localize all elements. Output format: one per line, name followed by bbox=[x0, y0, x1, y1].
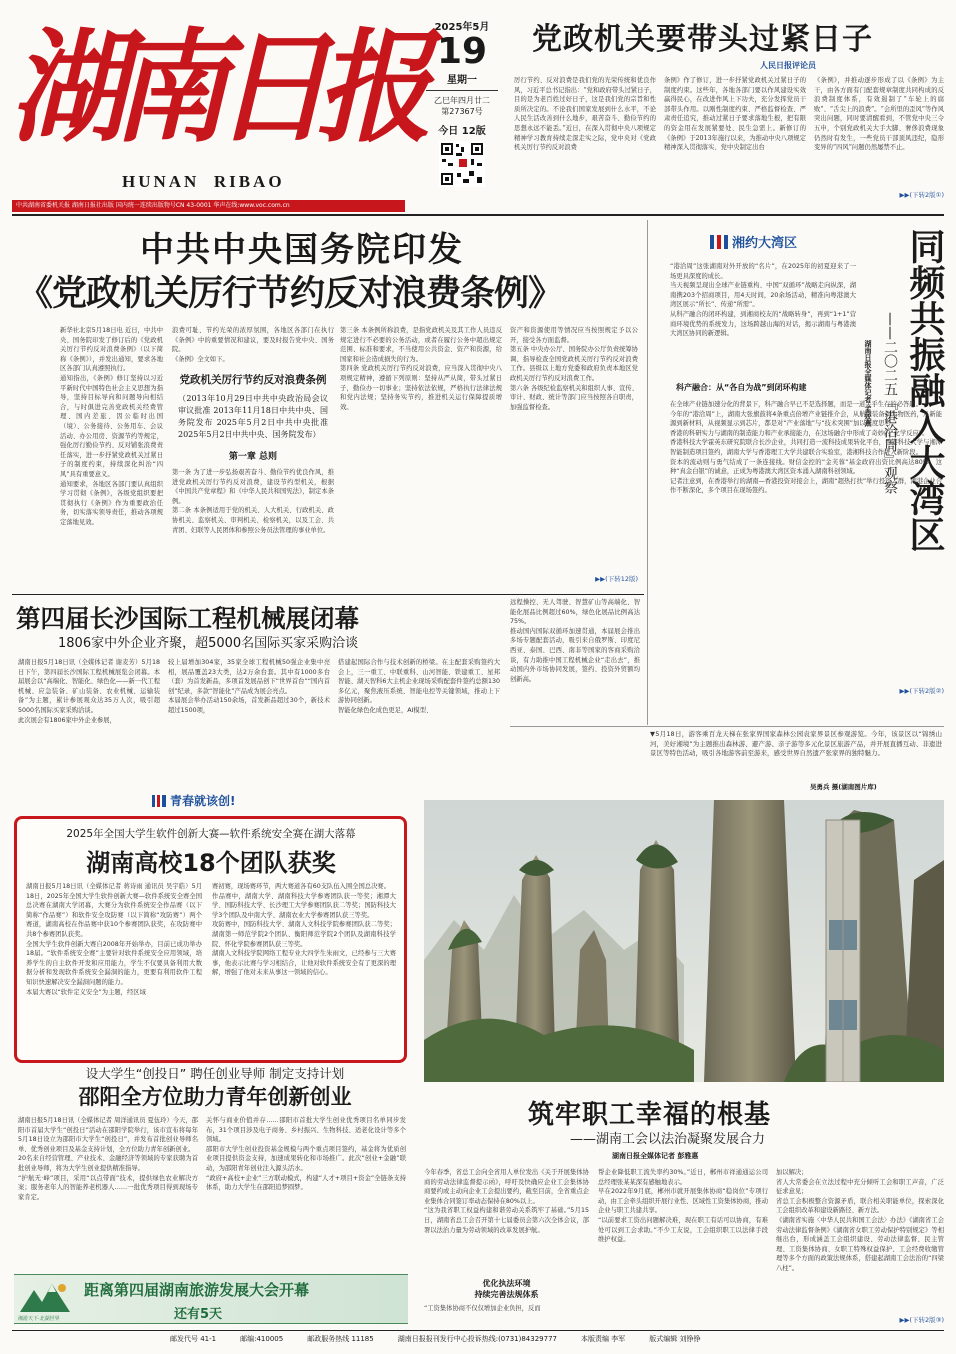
shaoyang-title: 邵阳全方位助力青年创新创业 bbox=[78, 1085, 352, 1109]
footer-complaint-line: 湖南日报报刊发行中心投诉热线:(0731)84329777 bbox=[397, 1335, 557, 1343]
expo-col4: 远程操控、无人驾驶、智慧矿山等高端化、智能化展品比例超过60%，绿色化展品比例高达75%。 推动国内国际双循环加速贯通，本届展会推出多场专题配套活动，吸引来自俄罗斯、印度尼西亚、泰国、巴西、南非等国家的客商采购洽谈，有力助推中国工程机械企业“走出去”，推动国内外市场协同发展，签约、投资外贸额均创新高。 bbox=[510, 599, 640, 683]
shaoyang-col1: 湖南日报5月18日讯（全媒体记者 周洋通讯员 夏伍玲）今天，邵阳市首届大学生“创投日”活动在邵阳学院举行，该市宣布将每年5月18日设立为邵阳市大学生“创投日”，并发布首批创业导师名单、优秀创业项目及基金支持计划，全方位助力青年创新创业。 20名来自经营管理、产业技术、金融经济等领域的专家获聘为首批创业导师，将为大学生创业提供精准指导。 “护航无·峰”项目，采用“以点带面”技术，提供绿色农业解决方案；服务老年人的智能养老机器人……一批优秀项目得到现场专家肯定。 bbox=[18, 1117, 198, 1201]
youth-title: 湖南高校18个团队获奖 bbox=[86, 849, 336, 877]
series-title-text: 同频共振融入大湾区 bbox=[904, 228, 945, 552]
logo-english: HUNAN RIBAO bbox=[122, 172, 285, 191]
masthead-divider bbox=[12, 214, 944, 216]
issue-number: 第27367号 bbox=[441, 107, 483, 116]
editorial-col1: 厉行节约、反对浪费是我们党的光荣传统和优良作风，习近平总书记指出：“党和政府带头过紧日子，目的是为老百姓过好日子，这是我们党的宗旨和性质所决定的。不论我们国家发展到什么水平，不论人民生活改善到什么地步，艰苦奋斗、勤俭节约的思想永远不能丢。”近日，在深入贯彻中央八项规定精神学习教育持续走深走实之际，党中央对《党政机关厉行节约反对浪费 bbox=[514, 77, 656, 152]
tourism-days: 还有5天 bbox=[174, 1307, 223, 1322]
caption-divider bbox=[510, 726, 944, 727]
youth-section-tag bbox=[152, 792, 235, 809]
article-2: 第二条 本条例适用于党的机关、人大机关、行政机关、政协机关、监察机关、审判机关、检察机关，以及工会、共青团、妇联等人民团体和参照公务员法管理的事业单位。 bbox=[172, 507, 334, 534]
page-count: 今日 12版 bbox=[438, 126, 486, 137]
tourism-countdown: 距离第四届湖南旅游发展大会开幕 bbox=[84, 1281, 310, 1299]
expo-col3: 搭建起国际合作与技术创新的桥梁。在主配套采购签约大会上，三一重工、中联重科、山河智能、铁建重工、星邦智能、湖天智科6大主机企业现场采购配套件签约总额130多亿元，聚焦液压系统、智能电控等关键领域，推动上下游协同创新。 智能化绿色化成色更足，AI模型、 bbox=[338, 659, 500, 714]
regulation-meta: （2013年10月29日中共中央政治局会议审议批准 2013年11月18日中共中央、国务院发布 2025年5月2日中共中央批准 2025年5月2日中共中央、国务院发布） bbox=[178, 394, 328, 439]
labor-subtitle: ——湖南工会以法治凝聚发展合力 bbox=[570, 1132, 766, 1147]
bar-chart-icon bbox=[710, 235, 728, 249]
series-subhead: 科产融合：从“各自为战”到闭环构建 bbox=[676, 383, 807, 392]
info-bar-text: 中共湖南省委机关报 湖南日报社出版 国内统一连续出版物号CN 43-0001 华声在线:www.voc.com.cn bbox=[16, 202, 290, 209]
lead-col2 bbox=[172, 326, 334, 588]
lead-col4: 第三条 本条例所称浪费，是指党政机关及其工作人员违反规定进行不必要的公务活动，或者在履行公务中超出规定范围、标准和要求，不当使用公共资金、资产和资源，给国家和社会造成损失的行为。 第四条 党政机关厉行节约反对浪费，应当深入贯彻中央八项规定精神，遵循下列原则：坚持从严从简，带头过紧日子，勤俭办一切事业；坚持依法依规，严格执行法律法规和党内法规；坚持务实节约，推进机关运行保障提质增效。 bbox=[340, 327, 502, 411]
editorial-col3: 《条例》，并推动逐步形成了以《条例》为主干，由各方面有门配套规章制度共同构成的反浪费制度体系，有效遏制了“车轮上的腐败”、“舌尖上的浪费”。“会所里的歪风”等作风突出问题，同时要清醒看到，不管党中央三令五申，个别党政机关大手大脚、奢侈浪费现象仍然时有发生，一些党员干部顶风违纪，隐形变异的“四风”问题仍然屡禁不止。 bbox=[814, 77, 944, 152]
series-subtitle-text: ——二〇二五『港洽周』观察 bbox=[882, 312, 898, 494]
footer-divider bbox=[12, 1330, 944, 1331]
chapter-heading: 第一章 总则 bbox=[228, 452, 278, 462]
zhangjiajie-photo bbox=[424, 800, 944, 1082]
lead-col5: 资产和资源使用等情况应当按照规定予以公开，接受各方面监督。 第五条 中央办公厅、国务院办公厅负责统筹协调、指导检查全国党政机关厉行节约反对浪费工作。县级以上地方党委和政府负责本地区党政机关厉行节约反对浪费工作。 第六条 各级纪检监察机关和组织人事、宣传、审计、财政、统计等部门应当按照各自职责，加强监督检查。 bbox=[510, 327, 638, 411]
youth-col1: 湖南日报5月18日讯（全媒体记者 蒋诗雨 通讯员 吴宇皓）5月18日，2025年全国大学生软件创新大赛—软件系统安全赛全国总决赛在湖南大学闭幕，大赛分为软件系统安全作品赛（以下简称“作品赛”）和软件安全攻防赛（以下简称“攻防赛”）两个赛道，湖南高校在作品赛中获10个参赛团队获奖，在攻防赛中共8个参赛团队获奖。 全国大学生软件创新大赛自2008年开始举办，目前已成功举办18届。“软件系统安全赛”主要针对软件系统安全应用领域，培养学生的自主软件开发和应用能力，学生不仅要具备利用大数据分析和发现软件系统安全漏洞的能力，更要有利用软件工程知识快速解决安全漏洞问题的能力。 本届大赛以“软件定义安全”为主题，经区域 bbox=[26, 883, 202, 996]
editorial-continue-link[interactable]: ▶▶(下转2版①) bbox=[899, 191, 944, 199]
tourism-logo-tag: 湘游天下·北湖世界 bbox=[18, 1316, 60, 1322]
expo-subtitle: 1806家中外企业齐聚，超5000名国际买家采购洽谈 bbox=[58, 636, 359, 651]
series-continue-link[interactable]: ▶▶(下转2版②) bbox=[899, 687, 944, 695]
footer-postal-code: 邮发代号 41-1 bbox=[170, 1335, 217, 1343]
lunar-date: 乙巳年四月廿二 bbox=[434, 96, 490, 105]
youth-col2: 赛初赛，现场赛环节，两大赛道各有60支队伍入围全国总决赛。 作品赛中，湖南大学、湖南科技大学参赛团队获一等奖；湘潭大学、国防科技大学、长沙理工大学参赛团队获二等奖；国防科技大学3个团队及中南大学、湖南农业大学参赛团队获三等奖。 攻防赛中，国防科技大学、湖南人文科技学院参赛团队获二等奖；湖南第一师范学院2个团队、衡阳师范学院2个团队及湖南科技学院、怀化学院参赛团队获三等奖。 湖南人文科技学院网络工程专业大四学生朱雨文，已经参与三大赛事，他表示比赛与学习相结合，让他对软件系统安全有了更深的理解，增强了他对未来从事这一领域的信心。 bbox=[212, 883, 396, 977]
footer-bar bbox=[170, 1334, 944, 1344]
labor-col2: 帮企业降低职工流失率约30%。”近日，郴州市祥通通运公司总经理张某某深有感触地表示。 早在2022年9月底，郴州市就开展集体协商“稳岗位”专项行动，由工会牵头组织开展行业性、区域性工资集体协商，推动企业与职工共建共享。 “以前要求工资出问题解决难，现在职工有话可以协商，有难处可以到工会求助。”不少工友说，工会组织职工以法律手段维护权益。 bbox=[598, 1169, 768, 1244]
youth-section-label: 青春就该创! bbox=[170, 794, 236, 808]
labor-byline: 湖南日报全媒体记者 彭雅惠 bbox=[612, 1152, 699, 1160]
expo-col1: 湖南日报5月18日讯（全媒体记者 谢麦芳）5月18日下午，第四届长沙国际工程机械展览会闭幕。本届展会以“高端化、智能化、绿色化——新一代工程机械、应急装备、矿山装备、农业机械、运输装备”为主题，累计参展观众达35万人次，吸引超5000名国际买家采购洽谈。 此次展会有1806家中外企业参展， bbox=[18, 659, 160, 724]
series-byline-text: 湖南日报全媒体记者 孟姣燕 bbox=[864, 340, 872, 427]
article-1: 第一条 为了进一步弘扬艰苦奋斗、勤俭节约优良作风，推进党政机关厉行节约反对浪费，建设节约型机关，根据《中国共产党章程》和《中华人民共和国宪法》，制定本条例。 bbox=[172, 469, 334, 505]
editorial-byline: 人民日报评论员 bbox=[760, 61, 816, 70]
labor-continue-link[interactable]: ▶▶(下转2版③) bbox=[899, 1316, 944, 1324]
labor-col1 bbox=[424, 1168, 589, 1328]
lead-title-1: 中共中央国务院印发 bbox=[140, 230, 464, 270]
shaoyang-col2: 关怀与商业价值并存……邵阳市首批大学生创业优秀项目名单同步发布，31个项目涉及电子商务、乡村振兴、生物科技、适老化设计等多个领域。 邵阳市大学生创业投资基金规模与两个重点项目签约，基金将为优质创业项目提供资金支持，加速成果转化和市场推广。此次“创业+金融”联动，为邵阳青年创业注入源头活水。 “政府+高校+企业”三方联动模式，构建“人才+项目+资金”全链条支持体系，助力大学生在邵阳追梦圆梦。 bbox=[206, 1117, 406, 1192]
labor-col3: 加以解决； 省人大常委会在立法过程中充分倾听工会和职工声音，广泛征求意见； 省总工会积极整合资源矛盾，联合相关职能单位，探索深化工会组织改革和建设新路径、新方法。 《湖南省实施〈中华人民共和国工会法〉办法》《湖南省工会劳动法律监督条例》《湖南省女职工劳动保护特别规定》等相继出台，形成涵盖工会组织建设、劳动法律监督、民主管理、工资集体协商、女职工特殊权益保护、工会经费收缴管理等多个方面的政策法规体系，搭建起湖南工会法治的“四梁八柱”。 bbox=[776, 1169, 944, 1272]
editorial-title: 党政机关要带头过紧日子 bbox=[532, 22, 873, 57]
photo-credit: 吴勇兵 摄(湖南图片库) bbox=[810, 783, 877, 791]
masthead-logo bbox=[10, 8, 418, 198]
regulation-title: 党政机关厉行节约反对浪费条例 bbox=[179, 374, 327, 386]
series-divider bbox=[647, 220, 648, 725]
day: 19 bbox=[436, 31, 488, 72]
editorial-col2: 条例》作了修订，进一步抒紧党政机关过紧日子的制度约束。这些年，各地各部门要以作风建设实效赢得民心，在改进作风上下功夫，充分发挥党员干部带头作用。以刚性制度约束、严格监督检查、严肃责任追究，推动过紧日子要求落地生根，把有限的资金用在发展紧要处、民生急需上。新修订的《条例》于2013年施行以来，为推动中央八项规定精神深入贯彻落实、党中央制定出台 bbox=[664, 77, 806, 152]
weekday: 星期一 bbox=[426, 71, 498, 91]
footer-layout-editor: 版式编辑 刘铮铮 bbox=[649, 1335, 701, 1343]
photo-caption: ▼5月18日，游客乘百龙天梯在张家界国家森林公园袁家界景区参观游览。今年，该景区以“锦绣山河，美好湘境”为主题推出森林游、避产游、亲子游等多元化景区旅游产品，并开展直播互动、非遗进景区等特色活动，吸引各地游客前至游来，感受世界自然遗产张家界的独特魅力。 bbox=[650, 730, 942, 758]
lead-continue-link[interactable]: ▶▶(下转12版) bbox=[595, 575, 638, 583]
shaoyang-kicker: 设大学生“创投日” 聘任创业导师 制定支持计划 bbox=[85, 1066, 345, 1081]
series-body: 在全球产业链加速分化的背景下，科产融合早已不是选择题，而是一道关乎生存的必答题。 今年的“港洽周”上，湖南大张旗鼓将4条重点倍增产业链推介会，从航空装备到生物医药，从新能源到新材料，从视频显示到芯片，都是对“产业落地”与“技术突围”加以深度思考。 香港的科研实力与湖南的制造能力和产业承接能力，在这场融合中形成了奇妙的“化学反应”。 香港科技大学霍英东研究院联合长沙企业，共同打造一流科技成果转化平台，香港科技大学与湘潭智能制造项目签约，湖南大学与香港理工大学共建联合实验室，港湘科技合作进入新阶段。 资本的流动则与勇气结成了一条连接线。财信金控的“金芙蓉”基金政府出资比例高达80%，这种“真金白银”的诚意，正成为粤港澳大湾区资本涌入湖南科创领域。 记者注意到，在香港举行的湖南—香港投资对接会上，湖南“超热打扶”举行投资人群，湘港企业合作不断深化，多个项目在现场签约。 bbox=[670, 401, 942, 495]
expo-col2: 较上届增加304家，35家全球工程机械50强企业集中亮相，展品覆盖23大类，达2万余台套。其中有1000多台（套）为首发新品，多项首发展品创下“世界首台”“国内首创”纪录，多款“智能化”产品成为展会亮点。 本届展会举办活动150余场，首发新品超过30个，新技术超过1500项， bbox=[168, 659, 330, 714]
youth-kicker: 2025年全国大学生软件创新大赛—软件系统安全赛在湖大落幕 bbox=[66, 828, 356, 840]
lead-divider bbox=[12, 594, 644, 595]
lead-title-2: 《党政机关厉行节约反对浪费条例》 bbox=[18, 274, 563, 314]
labor-col1-text: 今年春季，省总工会向全省用人单位发出《关于开展集体协商的劳动法律监督提示函》，呼吁及快确应企业工会集体协商要约或主动向企业工会提出要约，截至目前，全省重点企业集体合同签订率动态保持在80%以上。 “这为我省职工权益构建和谐劳动关系筑牢了基础。”5月15日，湖南省总工会召开第十七届委员会第六次全体会议，部署以法治力量为劳动领域的改革发展护航。 bbox=[424, 1169, 589, 1234]
series-section-label: 湘约大湾区 bbox=[732, 236, 798, 251]
year-month: 2025年5月 bbox=[434, 22, 490, 33]
lead-col1: 新华社北京5月18日电 近日，中共中央、国务院印发了修订后的《党政机关厉行节约反对浪费条例》（以下简称《条例》），并发出通知，要求各地区各部门认真遵照执行。 通知指出，《条例》修订坚持以习近平新时代中国特色社会主义思想为指导，坚持目标导向和问题导向相结合，与时俱进完善党政机关经费管理、国内差旅、因公临时出国（境）、公务接待、公务用车、会议活动、办公用房、资源节约等规定，强化厉行勤俭节约、反对铺张浪费责任落实，进一步抒紧党政机关过紧日子的制度约束，持续深化纠治“四风”具有重要意义。 通知要求，各地区各部门要认真组织学习贯彻《条例》，各级党组织要把贯彻执行《条例》作为重要政治任务，切实落实领导责任，推动各项规定落地见效。 bbox=[60, 327, 163, 526]
footer-editor: 本版责编 李军 bbox=[580, 1335, 626, 1343]
date-box bbox=[418, 18, 506, 196]
expo-title: 第四届长沙国际工程机械展闭幕 bbox=[16, 604, 359, 633]
mountain-logo-icon bbox=[18, 1278, 72, 1318]
series-intro: “港洽周”这张湖南对外开放的“名片”，在2025年的初夏迎来了一场更具深度的成长。 当天视频呈现出全球产业链重构、中国“双循环”战略走向纵深，湖南携203个招商项目，用4天时间，20余场活动，精准向粤港澳大湾区展示“所长”、传递“所需”。 从科产融合的闭环构建，到湘商校友的“战略转身”，再到“1+1”营商环境优势的系统发力，这场跨越山海的对话，揭示湖南与粤港澳大湾区协同的新逻辑。 bbox=[670, 263, 856, 338]
labor-subhead: 优化执法环境 持续完善法规体系 bbox=[474, 1279, 539, 1299]
series-section-tag bbox=[710, 232, 797, 251]
labor-col1b-text: “工资集体协商不仅仅增加企业负担，反而 bbox=[424, 1305, 541, 1312]
lead-col2-text: 浪费可耻、节约光荣的浓厚氛围，各地区各部门在执行《条例》中的重要情况和建议，要及时报告党中央、国务院。 《条例》全文如下。 bbox=[172, 327, 334, 363]
footer-service-line: 邮政服务热线 11185 bbox=[307, 1335, 374, 1343]
flag-icon bbox=[152, 795, 166, 807]
qr-code-icon bbox=[439, 141, 485, 187]
labor-title: 筑牢职工幸福的根基 bbox=[528, 1100, 772, 1130]
info-bar bbox=[12, 200, 405, 212]
logo-text: 湖南日报 bbox=[10, 16, 418, 160]
footer-zip: 邮编:410005 bbox=[240, 1335, 284, 1343]
tourism-banner bbox=[14, 1274, 408, 1324]
